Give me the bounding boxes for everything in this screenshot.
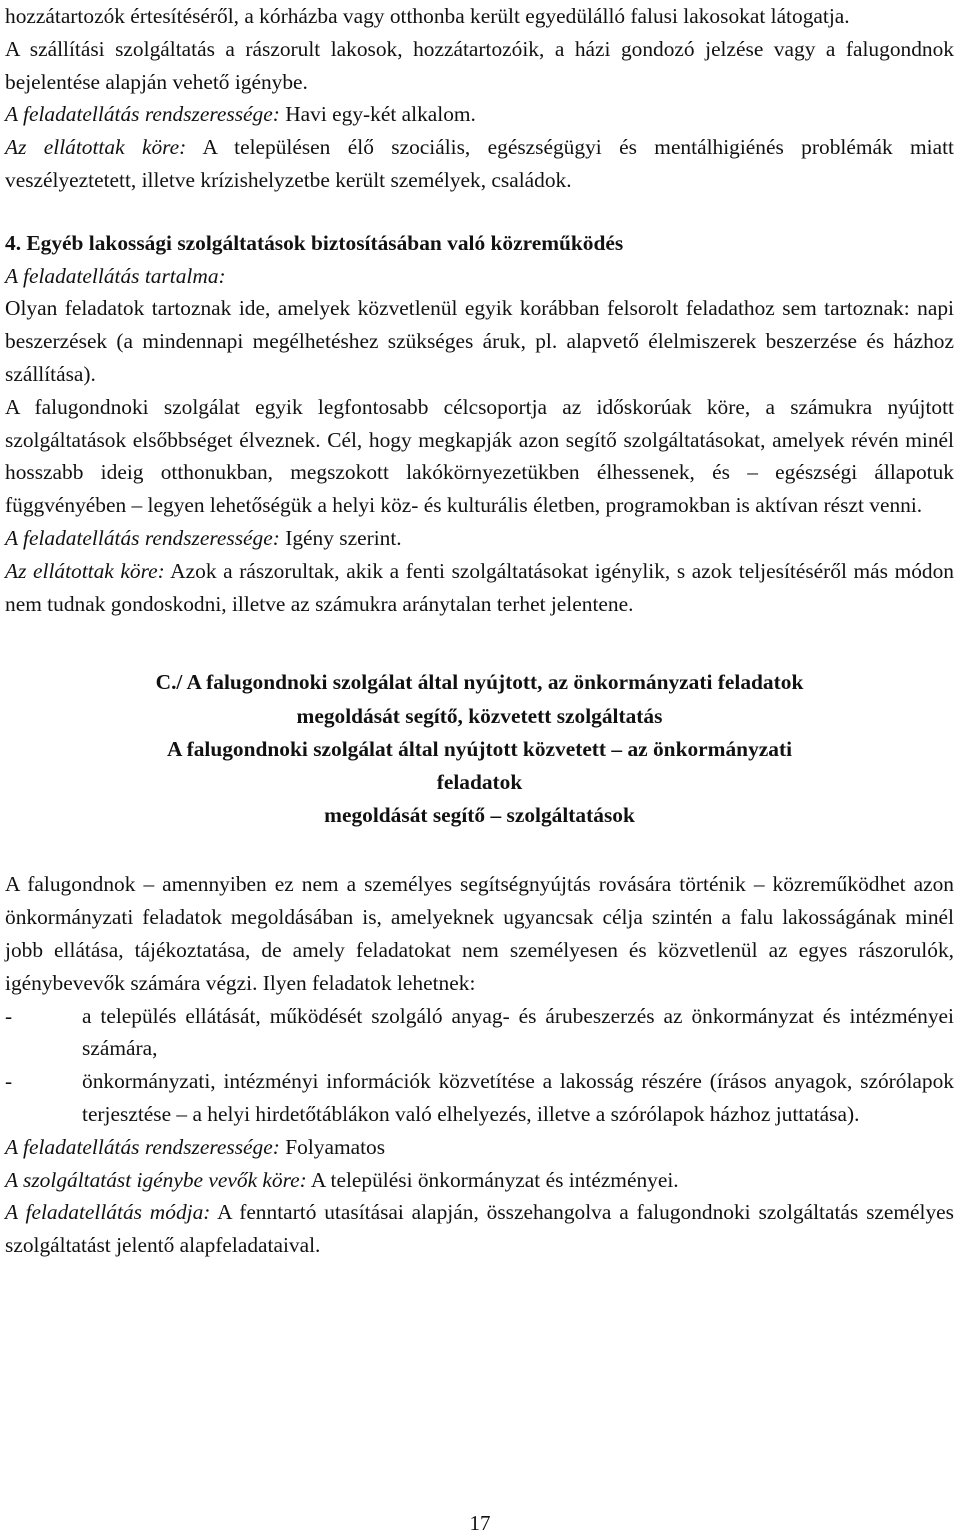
recipients-label: Az ellátottak köre: <box>5 558 165 583</box>
section-c-paragraph-1: A falugondnok – amennyiben ez nem a személyes segítségnyújtás rovására történik – közreműködhet azon önkormányzati feladatok megoldásában is, amelyeknek ugyancsak célja szintén a falu lakosságának minél jobb ellátása, tájékoztatása, de amely feladatokat nem személyesen és közvetlenül az egyes rászorulók, igénybevevők számára végzi. Ilyen feladatok lehetnek: <box>5 872 954 995</box>
spacer <box>5 197 954 227</box>
section-c-title-line-4: feladatok <box>436 769 523 794</box>
frequency-value: Havi egy-két alkalom. <box>279 102 476 127</box>
recipients-value: Azok a rászorultak, akik a fenti szolgáltatásokat igénylik, s azok teljesítéséről más módon nem tudnak gondoskodni, illetve az számukra aránytalan terhet jelentene. <box>5 558 954 616</box>
spacer <box>5 620 954 666</box>
frequency-value: Igény szerint. <box>279 525 402 550</box>
frequency-value: Folyamatos <box>279 1134 386 1159</box>
frequency-label: A feladatellátás rendszeressége: <box>5 1134 280 1159</box>
section-c-title-line-5: megoldását segítő – szolgáltatások <box>324 803 635 828</box>
section-c-users <box>5 1164 954 1197</box>
method-value: A fenntartó utasításai alapján, összehangolva a falugondnoki szolgáltatás személyes szolgáltatást jelentő alapfeladataival. <box>5 1200 954 1258</box>
section-c-frequency <box>5 1131 954 1164</box>
intro-recipients <box>5 131 954 197</box>
section-4-recipients <box>5 555 954 621</box>
method-label: A feladatellátás módja: <box>5 1200 211 1225</box>
section-c-title-line-3: A falugondnoki szolgálat által nyújtott közvetett – az önkormányzati <box>166 736 793 761</box>
frequency-label: A feladatellátás rendszeressége: <box>5 102 280 127</box>
section-c-title-line-1: C./ A falugondnoki szolgálat által nyújtott, az önkormányzati feladatok <box>155 670 804 695</box>
spacer <box>5 832 954 868</box>
section-4-paragraph-2: A falugondnoki szolgálat egyik legfontosabb célcsoportja az időskorúak köre, a számukra nyújtott szolgáltatások elsőbbséget élveznek. Cél, hogy megkapják azon segítő szolgáltatásokat, amelyek révén minél hosszabb ideig otthonukban, megszokott lakókörnyezetükben élhessenek, és – egészségi állapotuk függvényében – legyen lehetőségük a helyi köz- és kulturális életben, programokban is aktívan részt venni. <box>5 394 954 518</box>
section-4-frequency <box>5 522 954 555</box>
users-value: A települési önkormányzat és intézményei. <box>306 1167 679 1192</box>
section-c-title-line-2: megoldását segítő, közvetett szolgáltatás <box>296 703 663 728</box>
section-4-content-label: A feladatellátás tartalma: <box>5 263 226 288</box>
recipients-value: A településen élő szociális, egészségügyi és mentálhigiénés problémák miatt veszélyeztetett, illetve krízishelyzetbe került személyek, családok. <box>5 135 955 192</box>
list-item <box>5 1065 954 1131</box>
intro-paragraph-1: hozzátartozók értesítéséről, a kórházba vagy otthonba került egyedülálló falusi lakosokat látogatja. <box>5 4 850 28</box>
bullet-marker: - <box>5 1003 13 1028</box>
intro-paragraph-2: A szállítási szolgáltatás a rászorult lakosok, hozzátartozóik, a házi gondozó jelzése vagy a falugondnok bejelentése alapján vehető igénybe. <box>5 36 954 94</box>
recipients-label: Az ellátottak köre: <box>5 135 187 160</box>
section-c-method <box>5 1196 954 1262</box>
frequency-label: A feladatellátás rendszeressége: <box>5 525 280 550</box>
intro-frequency <box>5 98 954 131</box>
list-item-text: önkormányzati, intézményi információk közvetítése a lakosság részére (írásos anyagok, szórólapok terjesztése – a helyi hirdetőtáblákon való elhelyezés, illetve a szórólapok házhoz juttatása). <box>82 1069 954 1126</box>
list-item-text: a település ellátását, működését szolgáló anyag- és árubeszerzés az önkormányzat és intézményei számára, <box>82 1003 954 1061</box>
users-label: A szolgáltatást igénybe vevők köre: <box>5 1167 307 1192</box>
bullet-marker: - <box>5 1069 13 1094</box>
section-4-heading: 4. Egyéb lakossági szolgáltatások biztosításában való közreműködés <box>5 230 624 255</box>
list-item <box>5 1000 954 1066</box>
section-4-paragraph-1: Olyan feladatok tartoznak ide, amelyek közvetlenül egyik korábban felsorolt feladathoz sem tartoznak: napi beszerzések (a mindennapi megélhetéshez szükséges áruk, pl. alapvető élelmiszerek beszerzése és házhoz szállítása). <box>5 296 954 386</box>
page-number: 17 <box>469 1511 491 1535</box>
